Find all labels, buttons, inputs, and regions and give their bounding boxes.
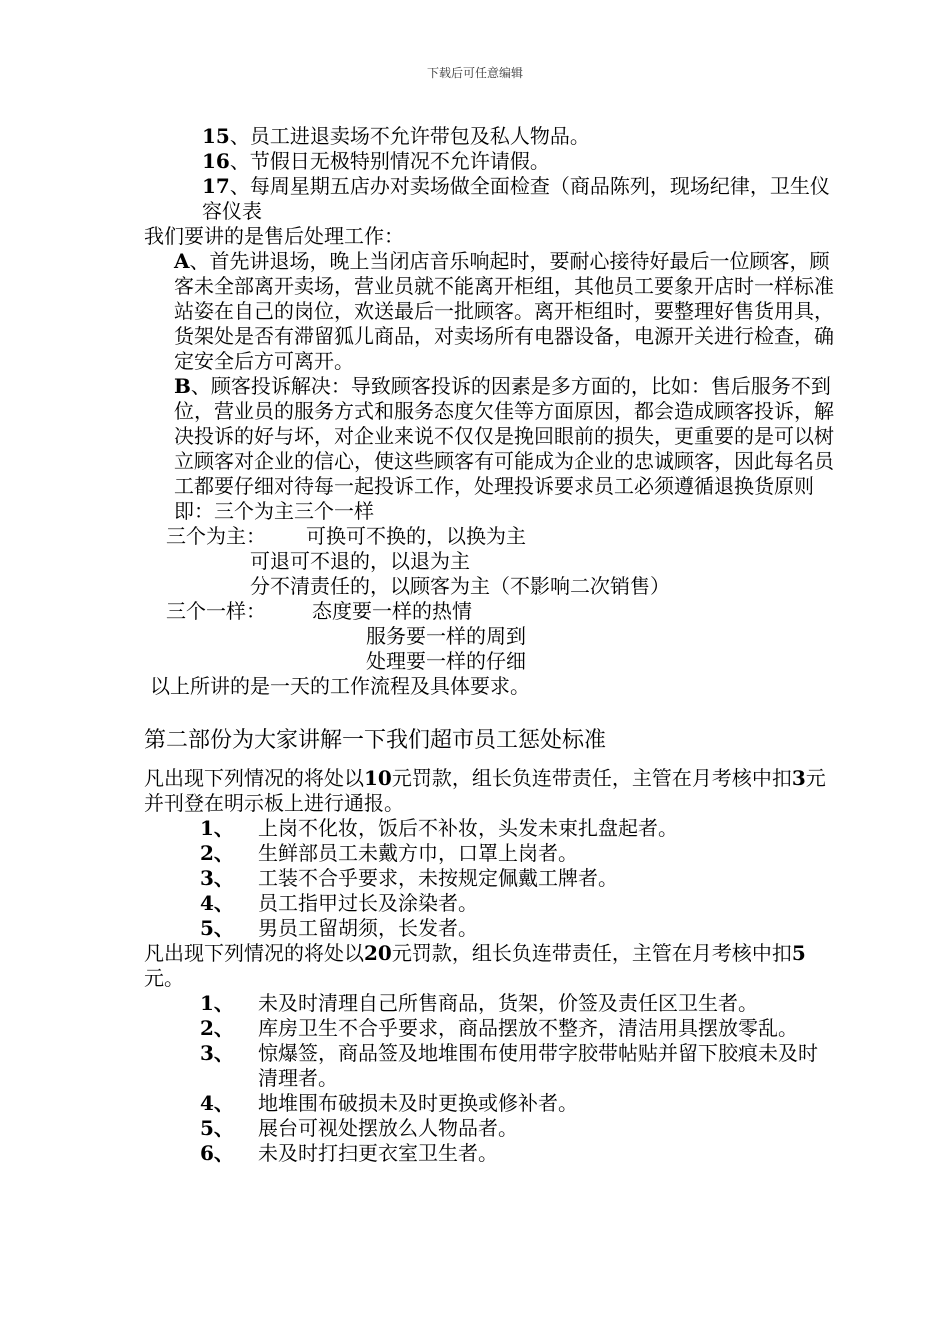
after-sales-intro: 我们要讲的是售后处理工作： [144, 224, 404, 248]
three-same-label: 三个一样： [166, 599, 266, 623]
list-number: 4、 [200, 891, 234, 915]
list-item [144, 1116, 834, 1141]
three-same-item: 处理要一样的仔细 [366, 649, 526, 673]
paragraph-label: A [174, 249, 190, 273]
fine-amount: 20 [364, 941, 392, 965]
list-item [144, 816, 834, 841]
list-text: 上岗不化妆，饭后不补妆，头发未束扎盘起者。 [258, 816, 678, 840]
list-number: 6、 [200, 1141, 234, 1165]
rule-item-16 [144, 149, 834, 174]
rule-text: 、每周星期五店办对卖场做全面检查（商品陈列，现场纪律，卫生仪容仪表 [202, 174, 830, 223]
list-item [144, 891, 834, 916]
list-number: 2、 [200, 1016, 234, 1040]
list-item [144, 1041, 834, 1091]
three-main-label: 三个为主： [166, 524, 266, 548]
list-item [144, 1141, 834, 1166]
list-item [144, 1016, 834, 1041]
rule-number: 15 [202, 124, 230, 148]
rule-number: 17 [202, 174, 230, 198]
fine-intro-text: 凡出现下列情况的将处以 [144, 941, 364, 965]
list-item [144, 841, 834, 866]
section-title: 第二部份为大家讲解一下我们超市员工惩处标准 [144, 728, 607, 753]
list-text: 生鲜部员工未戴方巾，口罩上岗者。 [258, 841, 578, 865]
three-main-row-1 [144, 524, 834, 549]
document-body [144, 124, 834, 1166]
list-item [144, 866, 834, 891]
list-text: 展台可视处摆放么人物品者。 [258, 1116, 518, 1140]
three-same-item: 态度要一样的热情 [312, 599, 472, 623]
page-header-note: 下载后可任意编辑 [426, 66, 523, 80]
list-item [144, 991, 834, 1016]
three-same-item: 服务要一样的周到 [366, 624, 526, 648]
after-sales-paragraph-a [144, 249, 834, 374]
fine-20-list [144, 991, 834, 1166]
three-main-item: 分不清责任的，以顾客为主（不影响二次销售） [250, 574, 670, 598]
list-number: 4、 [200, 1091, 234, 1115]
rule-text: 、节假日无极特别情况不允许请假。 [229, 149, 550, 173]
fine-10-list [144, 816, 834, 941]
after-sales-paragraph-b [144, 374, 834, 524]
paragraph-text: 、顾客投诉解决：导致顾客投诉的因素是多方面的，比如：售后服务不到位，营业员的服务方式和服务态度欠佳等方面原因，都会造成顾客投诉，解决投诉的好与坏，对企业来说不仅仅是挽回眼前的损失，更重要的是可以树立顾客对企业的信心，使这些顾客有可能成为企业的忠诚顾客，因此每名员工都要仔细对待每一起投诉工作，处理投诉要求员工必须遵循退换货原则即：三个为主三个一样 [174, 374, 834, 523]
list-text: 工装不合乎要求，未按规定佩戴工牌者。 [258, 866, 618, 890]
list-text: 男员工留胡须，长发者。 [258, 916, 478, 940]
list-number: 3、 [200, 1041, 234, 1065]
conclusion: 以上所讲的是一天的工作流程及具体要求。 [150, 674, 530, 698]
three-main-row-2 [144, 549, 834, 574]
list-text: 员工指甲过长及涂染者。 [258, 891, 478, 915]
list-text: 未及时清理自己所售商品，货架，价签及责任区卫生者。 [258, 991, 758, 1015]
three-main-item: 可退可不退的，以退为主 [250, 549, 470, 573]
fine-20-intro [144, 941, 834, 991]
list-text: 地堆围布破损未及时更换或修补者。 [258, 1091, 578, 1115]
fine-intro-text: 元。 [144, 966, 184, 990]
fine-intro-text: 元罚款，组长负连带责任，主管在月考核中扣 [391, 941, 792, 965]
paragraph-text: 、首先讲退场，晚上当闭店音乐响起时，要耐心接待好最后一位顾客，顾客未全部离开卖场，营业员就不能离开柜组，其他员工要象开店时一样标准站姿在自己的岗位，欢送最后一批顾客。离开柜组时，要整理好售货用具，货架处是否有滞留狐儿商品，对卖场所有电器设备，电源开关进行检查，确定安全后方可离开。 [174, 249, 834, 373]
rule-item-17 [144, 174, 834, 224]
three-main-row-3 [144, 574, 834, 599]
three-main-item: 可换可不换的，以换为主 [306, 524, 526, 548]
list-number: 2、 [200, 841, 234, 865]
rule-item-15 [144, 124, 834, 149]
list-number: 5、 [200, 916, 234, 940]
list-item [144, 916, 834, 941]
rule-number: 16 [202, 149, 230, 173]
fine-deduct: 5 [791, 941, 806, 965]
fine-intro-text: 元罚款，组长负连带责任，主管在月考核中扣 [391, 766, 792, 790]
three-same-row-2 [144, 624, 834, 649]
rule-text: 、员工进退卖场不允许带包及私人物品。 [229, 124, 590, 148]
fine-intro-text: 凡出现下列情况的将处以 [144, 766, 364, 790]
list-text: 未及时打扫更衣室卫生者。 [258, 1141, 498, 1165]
fine-deduct: 3 [791, 766, 806, 790]
list-number: 5、 [200, 1116, 234, 1140]
three-same-row-3 [144, 649, 834, 674]
three-same-row-1 [144, 599, 834, 624]
paragraph-label: B [174, 374, 191, 398]
list-number: 1、 [200, 991, 234, 1015]
list-number: 1、 [200, 816, 234, 840]
fine-intro-text: 元并刊登在明示板上进行通报。 [144, 766, 826, 815]
fine-amount: 10 [364, 766, 392, 790]
list-text: 惊爆签，商品签及地堆围布使用带字胶带帖贴并留下胶痕未及时清理者。 [258, 1041, 818, 1090]
list-item [144, 1091, 834, 1116]
list-number: 3、 [200, 866, 234, 890]
fine-10-intro [144, 766, 834, 816]
list-text: 库房卫生不合乎要求，商品摆放不整齐，清洁用具摆放零乱。 [258, 1016, 798, 1040]
